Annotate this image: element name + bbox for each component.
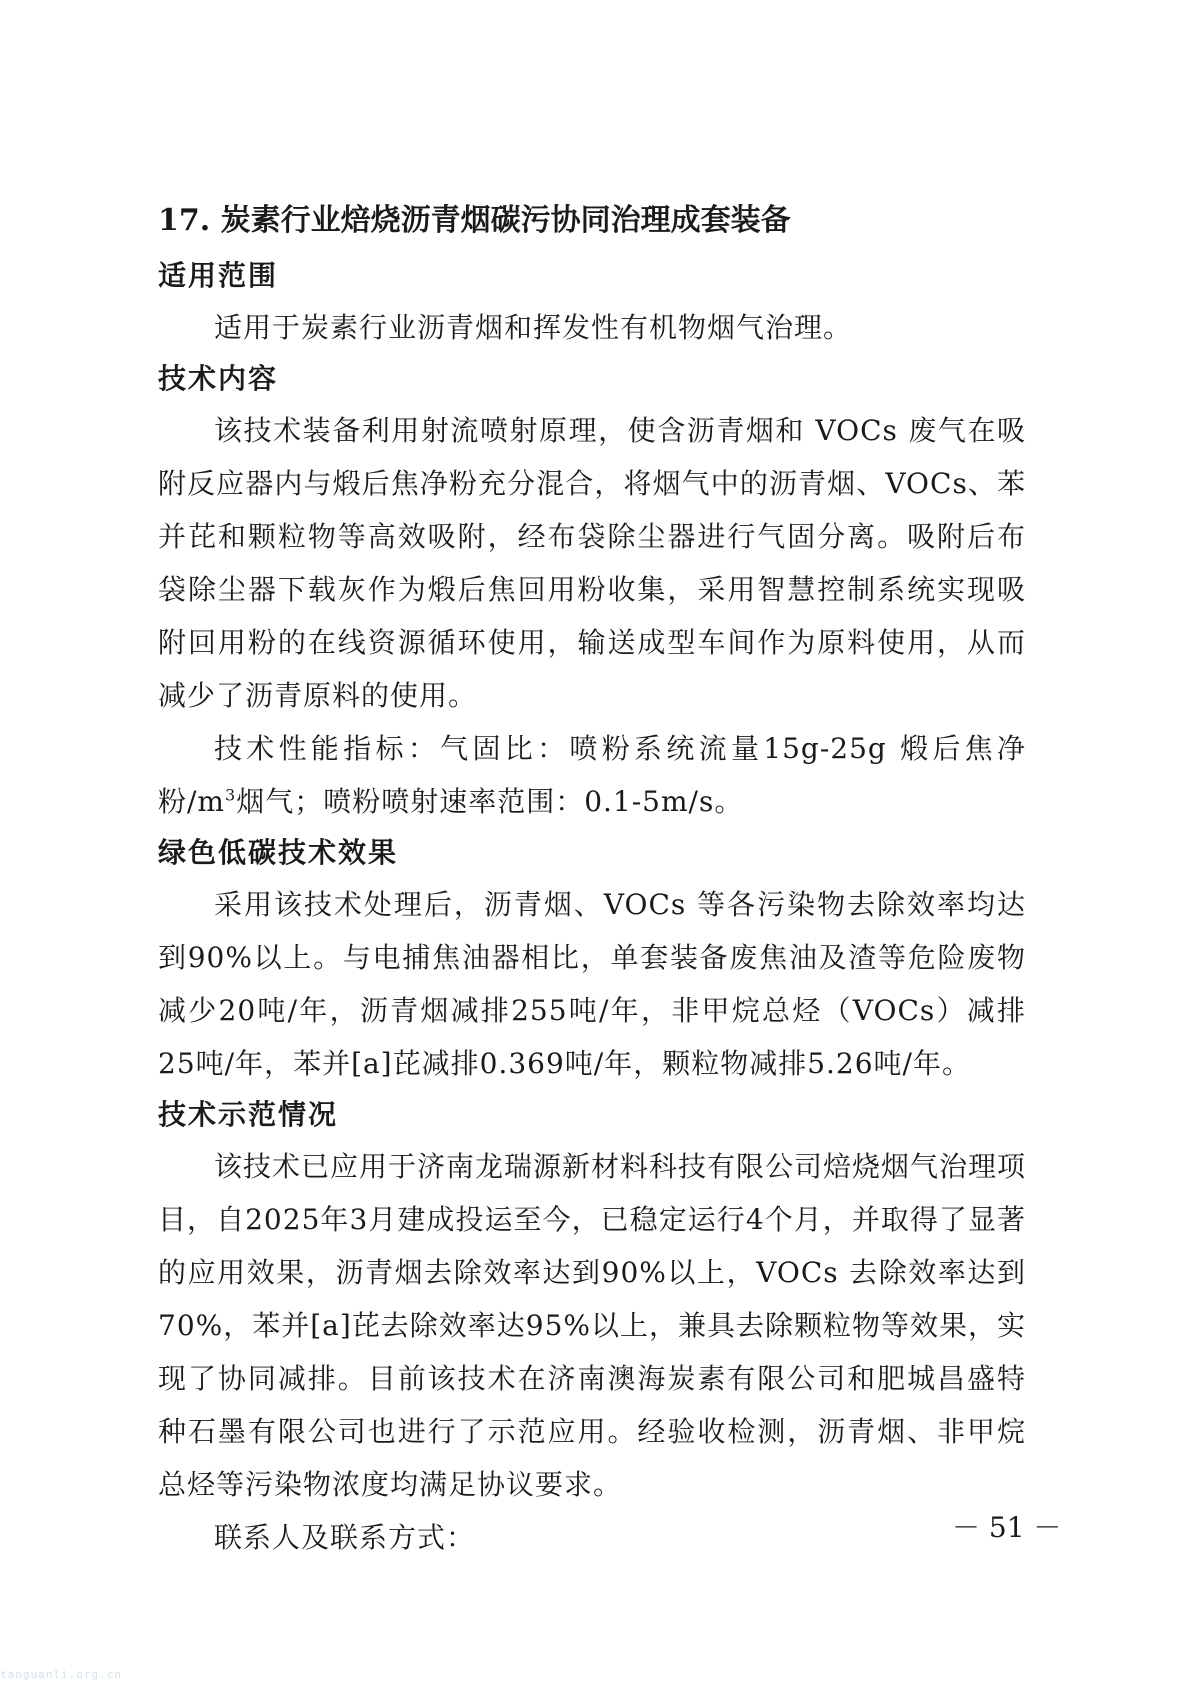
content-heading: 技术内容	[158, 362, 279, 395]
unit-superscript: 3	[225, 785, 237, 805]
contact-line: 联系人及联系方式：	[214, 1521, 476, 1554]
demo-heading: 技术示范情况	[158, 1098, 339, 1131]
effect-heading: 绿色低碳技术效果	[158, 836, 399, 869]
effect-paragraph: 采用该技术处理后，沥青烟、VOCs 等各污染物去除效率均达到90%以上。与电捕焦油器相比，单套装备废焦油及渣等危险废物减少20吨/年，沥青烟减排255吨/年，非甲烷总烃（VOCs）减排25吨/年，苯并[a]芘减排0.369吨/年，颗粒物减排5.26吨/年。	[158, 888, 1026, 1080]
performance-text-a: 技术性能指标：气固比：喷粉系统流量15g-25g 煅后焦净粉/m	[158, 732, 1026, 818]
performance-text-b: 烟气；喷粉喷射速率范围：0.1-5m/s。	[236, 785, 744, 818]
demo-paragraph: 该技术已应用于济南龙瑞源新材料科技有限公司焙烧烟气治理项目，自2025年3月建成投运至今，已稳定运行4个月，并取得了显著的应用效果，沥青烟去除效率达到90%以上，VOCs 去除效率达到70%，苯并[a]芘去除效率达95%以上，兼具去除颗粒物等效果，实现了协同减排。目前该技术在济南澳海炭素有限公司和肥城昌盛特种石墨有限公司也进行了示范应用。经验收检测，沥青烟、非甲烷总烃等污染物浓度均满足协议要求。	[158, 1150, 1027, 1501]
watermark-text: tanguanli.org.cn	[0, 1668, 122, 1681]
document-title: 17. 炭素行业焙烧沥青烟碳污协同治理成套装备	[158, 203, 791, 238]
document-page	[158, 196, 1026, 1564]
content-paragraph-2	[158, 722, 1026, 828]
scope-heading: 适用范围	[158, 259, 279, 292]
content-paragraph-1: 该技术装备利用射流喷射原理，使含沥青烟和 VOCs 废气在吸附反应器内与煅后焦净粉充分混合，将烟气中的沥青烟、VOCs、苯并芘和颗粒物等高效吸附，经布袋除尘器进行气固分离。吸附后布袋除尘器下载灰作为煅后焦回用粉收集，采用智慧控制系统实现吸附回用粉的在线资源循环使用，输送成型车间作为原料使用，从而减少了沥青原料的使用。	[158, 414, 1026, 712]
scope-paragraph: 适用于炭素行业沥青烟和挥发性有机物烟气治理。	[214, 311, 853, 344]
page-number: － 51 －	[952, 1511, 1062, 1544]
